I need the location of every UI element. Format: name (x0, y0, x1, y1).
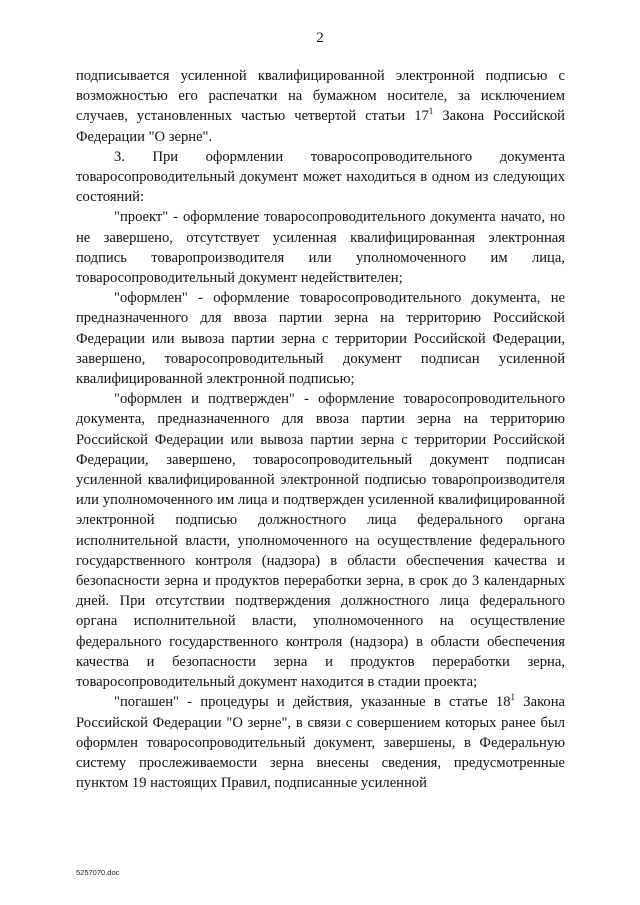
superscript: 1 (510, 692, 516, 703)
paragraph-text: "погашен" - процедуры и действия, указанные в статье 18 (114, 694, 511, 711)
paragraph-text: "оформлен и подтвержден" - оформление товаросопроводительного документа, предназначенного для ввоза партии зерна на территорию Российской Федерации или вывоза партии зерна с территории Российской Федерации, завершено, товаросопроводительный документ подписан усиленной квалифицированной электронной подписью товаропроизводителя или уполномоченного им лица и подтвержден усиленной квалифицированной электронной подписью должностного лица федерального органа исполнительной власти, уполномоченного на осуществление федерального государственного контроля (надзора) в области обеспечения качества и безопасности зерна и продуктов переработки зерна, в срок до 3 календарных дней. При отсутствии подтверждения должностного лица федерального органа исполнительной власти, уполномоченного на осуществление федерального государственного контроля (надзора) в области обеспечения качества и безопасности зерна и продуктов переработки зерна, товаросопроводительный документ находится в стадии проекта; (76, 391, 565, 691)
superscript: 1 (428, 106, 434, 117)
paragraph-state-cancelled (76, 692, 565, 793)
page-number: 2 (316, 30, 324, 46)
paragraph-item-3 (76, 147, 565, 208)
paragraph-text: Закона Российской Федерации "О зерне", в связи с совершением которых ранее был оформлен товаросопроводительный документ, завершены, в Федеральную систему прослеживаемости зерна внесены сведения, предусмотренные пунктом 19 настоящих Правил, подписанные усиленной (76, 694, 566, 792)
paragraph-text: подписывается усиленной квалифицированной электронной подписью с возможностью его распечатки на бумажном носителе, за исключением случаев, установленных частью четвертой статьи 17 (76, 68, 565, 125)
paragraph-text: Закона Российской Федерации "О зерне". (76, 108, 565, 145)
paragraph-text: "проект" - оформление товаросопроводительного документа начато, но не завершено, отсутствует усиленная квалифицированная электронная подпись товаропроизводителя или уполномоченного им лица, товаросопроводительный документ недействителен; (76, 209, 565, 287)
footer-filename: 5257070.doc (76, 868, 120, 877)
document-body (76, 66, 565, 793)
paragraph-state-issued-confirmed (76, 389, 565, 692)
paragraph-text: "оформлен" - оформление товаросопроводительного документа, не предназначенного для ввоза партии зерна на территорию Российской Федерации или вывоза партии зерна с территории Российской Федерации, завершено, товаросопроводительный документ подписан усиленной квалифицированной электронной подписью; (76, 290, 565, 388)
paragraph-state-issued (76, 288, 565, 389)
paragraph-text: 3. При оформлении товаросопроводительного документа товаросопроводительный документ может находиться в одном из следующих состояний: (76, 148, 565, 206)
paragraph-continuation (76, 66, 565, 147)
paragraph-state-project (76, 207, 565, 288)
